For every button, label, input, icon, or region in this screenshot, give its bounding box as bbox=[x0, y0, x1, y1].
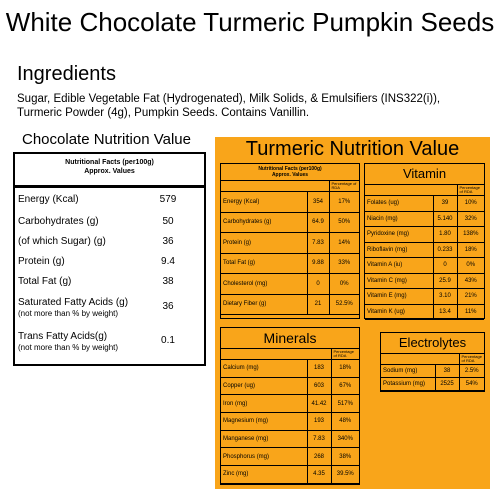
vitamin-row-pct: 43% bbox=[457, 273, 484, 289]
minerals-header-blank bbox=[221, 349, 307, 360]
turmeric-facts-row-label: Total Fat (g) bbox=[221, 253, 307, 274]
turmeric-facts-row-value: 354 bbox=[307, 192, 329, 213]
turmeric-facts-header-blank bbox=[221, 181, 307, 192]
minerals-table bbox=[220, 327, 360, 485]
chocolate-row-label-text: (of which Sugar) (g) bbox=[18, 236, 106, 247]
turmeric-facts-header-blank bbox=[307, 181, 329, 192]
chocolate-row-value: 36 bbox=[162, 301, 174, 312]
turmeric-facts-row-label: Protein (g) bbox=[221, 233, 307, 254]
vitamin-row-pct: 21% bbox=[457, 289, 484, 305]
chocolate-row-label bbox=[18, 216, 99, 228]
vitamin-row-value: 13.4 bbox=[433, 304, 457, 320]
electrolytes-title: Electrolytes bbox=[381, 333, 484, 354]
vitamin-row bbox=[365, 289, 484, 305]
chocolate-row-value: 9.4 bbox=[161, 256, 175, 267]
turmeric-facts-row-pct: 33% bbox=[329, 253, 359, 274]
turmeric-facts-row bbox=[221, 192, 359, 213]
minerals-title: Minerals bbox=[221, 328, 359, 349]
vitamin-row bbox=[365, 211, 484, 227]
chocolate-row-value: 36 bbox=[162, 236, 174, 247]
turmeric-facts-row-value: 9.88 bbox=[307, 253, 329, 274]
turmeric-facts-row bbox=[221, 233, 359, 254]
minerals-row-value: 41.42 bbox=[307, 395, 331, 413]
turmeric-facts-row-value: 7.83 bbox=[307, 233, 329, 254]
vitamin-row bbox=[365, 273, 484, 289]
vitamin-row-value: 3.10 bbox=[433, 289, 457, 305]
turmeric-facts-row-pct: 14% bbox=[329, 233, 359, 254]
chocolate-table-header-line1: Nutritional Facts (per100g) bbox=[65, 159, 154, 166]
turmeric-facts-row bbox=[221, 253, 359, 274]
minerals-pct-header: Percentage of RDA bbox=[331, 349, 359, 360]
turmeric-facts-row-value: 0 bbox=[307, 274, 329, 295]
chocolate-row-label-text: Saturated Fatty Acids (g) bbox=[18, 297, 129, 308]
minerals-row-value: 603 bbox=[307, 377, 331, 395]
vitamin-row bbox=[365, 242, 484, 258]
chocolate-row-label bbox=[18, 331, 118, 353]
chocolate-row-label bbox=[18, 194, 79, 206]
turmeric-facts-row-value: 64.9 bbox=[307, 212, 329, 233]
vitamin-table bbox=[364, 163, 485, 319]
minerals-row-pct: 39.5% bbox=[331, 466, 359, 484]
turmeric-facts-row-label: Carbohydrates (g) bbox=[221, 212, 307, 233]
minerals-row bbox=[221, 360, 359, 378]
minerals-header-blank bbox=[307, 349, 331, 360]
electrolytes-row-pct: 54% bbox=[459, 378, 484, 391]
minerals-row bbox=[221, 377, 359, 395]
minerals-row-label: Zinc (mg) bbox=[221, 466, 307, 484]
page-title: White Chocolate Turmeric Pumpkin Seeds bbox=[5, 7, 495, 37]
minerals-row bbox=[221, 430, 359, 448]
minerals-row-label: Copper (ug) bbox=[221, 377, 307, 395]
vitamin-row-label: Vitamin K (ug) bbox=[365, 304, 433, 320]
vitamin-row-value: 25.9 bbox=[433, 273, 457, 289]
turmeric-facts-row-pct: 50% bbox=[329, 212, 359, 233]
minerals-grid bbox=[221, 349, 359, 484]
vitamin-row-pct: 10% bbox=[457, 196, 484, 212]
electrolytes-row-pct: 2.5% bbox=[459, 365, 484, 378]
minerals-row-pct: 48% bbox=[331, 413, 359, 431]
electrolytes-pct-header: Percentage of RDA bbox=[459, 354, 484, 365]
turmeric-facts-row-label: Cholesterol (mg) bbox=[221, 274, 307, 295]
chocolate-table-header-line2: Approx. Values bbox=[84, 168, 135, 175]
chocolate-nutrition-heading: Chocolate Nutrition Value bbox=[22, 131, 191, 148]
chocolate-row-label bbox=[18, 256, 65, 268]
turmeric-facts-row bbox=[221, 212, 359, 233]
minerals-row-pct: 38% bbox=[331, 448, 359, 466]
chocolate-table-header bbox=[15, 154, 204, 188]
electrolytes-table bbox=[380, 332, 485, 392]
chocolate-row-label-text: Trans Fatty Acids(g) bbox=[18, 331, 108, 342]
vitamin-row-label: Riboflavin (mg) bbox=[365, 242, 433, 258]
minerals-row-value: 268 bbox=[307, 448, 331, 466]
chocolate-row-label bbox=[18, 276, 71, 288]
electrolytes-row-label: Potassium (mg) bbox=[381, 378, 435, 391]
vitamin-grid bbox=[365, 185, 484, 320]
vitamin-pct-header: Percentage of RDA bbox=[457, 185, 484, 196]
vitamin-row bbox=[365, 227, 484, 243]
turmeric-facts-row bbox=[221, 294, 359, 315]
vitamin-row-value: 0 bbox=[433, 258, 457, 274]
turmeric-facts-header-line2: Approx. Values bbox=[271, 172, 309, 178]
turmeric-facts-row-label: Dietary Fiber (g) bbox=[221, 294, 307, 315]
turmeric-facts-row-pct: 52.5% bbox=[329, 294, 359, 315]
vitamin-row-value: 39 bbox=[433, 196, 457, 212]
vitamin-row bbox=[365, 304, 484, 320]
turmeric-facts-header-line1: Nutritional Facts (per100g) bbox=[258, 166, 322, 172]
ingredients-heading: Ingredients bbox=[17, 63, 116, 85]
turmeric-facts-row-label: Energy (Kcal) bbox=[221, 192, 307, 213]
chocolate-row-sublabel: (not more than % by weight) bbox=[18, 309, 119, 318]
minerals-row-label: Calcium (mg) bbox=[221, 360, 307, 378]
minerals-row-value: 183 bbox=[307, 360, 331, 378]
vitamin-header-blank bbox=[365, 185, 433, 196]
electrolytes-header-blank bbox=[435, 354, 459, 365]
vitamin-row bbox=[365, 258, 484, 274]
chocolate-row-label bbox=[18, 236, 106, 248]
minerals-row bbox=[221, 466, 359, 484]
turmeric-facts-header-row bbox=[221, 181, 359, 192]
turmeric-facts-row-pct: 17% bbox=[329, 192, 359, 213]
electrolytes-header-row bbox=[381, 354, 484, 365]
chocolate-row-label-text: Protein (g) bbox=[18, 256, 65, 267]
minerals-row bbox=[221, 395, 359, 413]
electrolytes-grid bbox=[381, 354, 484, 391]
chocolate-row-value: 38 bbox=[162, 276, 174, 287]
vitamin-row-value: 5.140 bbox=[433, 211, 457, 227]
minerals-row-pct: 340% bbox=[331, 430, 359, 448]
turmeric-facts-table bbox=[220, 163, 360, 319]
turmeric-facts-row-pct: 0% bbox=[329, 274, 359, 295]
minerals-row bbox=[221, 413, 359, 431]
chocolate-nutrition-table bbox=[13, 152, 206, 366]
minerals-row-value: 7.83 bbox=[307, 430, 331, 448]
minerals-row-label: Magnesium (mg) bbox=[221, 413, 307, 431]
vitamin-header-row bbox=[365, 185, 484, 196]
vitamin-title: Vitamin bbox=[365, 164, 484, 185]
vitamin-row-label: Folates (ug) bbox=[365, 196, 433, 212]
electrolytes-row bbox=[381, 365, 484, 378]
vitamin-row-pct: 18% bbox=[457, 242, 484, 258]
turmeric-facts-header bbox=[221, 164, 359, 181]
minerals-row-label: Manganese (mg) bbox=[221, 430, 307, 448]
minerals-row bbox=[221, 448, 359, 466]
vitamin-row-value: 0.233 bbox=[433, 242, 457, 258]
electrolytes-row bbox=[381, 378, 484, 391]
chocolate-row-value: 579 bbox=[159, 194, 177, 205]
ingredients-text: Sugar, Edible Vegetable Fat (Hydrogenated), Milk Solids, & Emulsifiers (INS322(i)), Turmeric Powder (4g), Pumpkin Seeds. Contains Vanillin. bbox=[17, 93, 441, 119]
chocolate-row-label-text: Carbohydrates (g) bbox=[18, 216, 99, 227]
minerals-row-label: Iron (mg) bbox=[221, 395, 307, 413]
electrolytes-row-value: 38 bbox=[435, 365, 459, 378]
vitamin-row-pct: 32% bbox=[457, 211, 484, 227]
electrolytes-header-blank bbox=[381, 354, 435, 365]
turmeric-nutrition-heading: Turmeric Nutrition Value bbox=[245, 138, 460, 160]
vitamin-row-pct: 11% bbox=[457, 304, 484, 320]
vitamin-row bbox=[365, 196, 484, 212]
vitamin-row-label: Pyridoxine (mg) bbox=[365, 227, 433, 243]
minerals-row-value: 4.35 bbox=[307, 466, 331, 484]
vitamin-row-pct: 0% bbox=[457, 258, 484, 274]
electrolytes-row-value: 2525 bbox=[435, 378, 459, 391]
chocolate-row-sublabel: (not more than % by weight) bbox=[18, 343, 119, 352]
vitamin-header-blank bbox=[433, 185, 457, 196]
chocolate-row-label-text: Energy (Kcal) bbox=[18, 194, 79, 205]
chocolate-row-value: 50 bbox=[162, 216, 174, 227]
chocolate-row-label bbox=[18, 297, 128, 319]
turmeric-facts-row-value: 21 bbox=[307, 294, 329, 315]
turmeric-facts-pct-header: Percentage of RDA bbox=[329, 181, 359, 192]
minerals-header-row bbox=[221, 349, 359, 360]
vitamin-row-label: Vitamin A (iu) bbox=[365, 258, 433, 274]
minerals-row-pct: 67% bbox=[331, 377, 359, 395]
turmeric-nutrition-panel bbox=[215, 137, 490, 489]
vitamin-row-label: Niacin (mg) bbox=[365, 211, 433, 227]
turmeric-facts-grid bbox=[221, 181, 359, 315]
electrolytes-row-label: Sodium (mg) bbox=[381, 365, 435, 378]
chocolate-row-value: 0.1 bbox=[161, 335, 175, 346]
minerals-row-value: 193 bbox=[307, 413, 331, 431]
vitamin-row-label: Vitamin C (mg) bbox=[365, 273, 433, 289]
minerals-row-pct: 18% bbox=[331, 360, 359, 378]
chocolate-row-label-text: Total Fat (g) bbox=[18, 276, 72, 287]
vitamin-row-value: 1.80 bbox=[433, 227, 457, 243]
minerals-row-pct: 517% bbox=[331, 395, 359, 413]
vitamin-row-pct: 138% bbox=[457, 227, 484, 243]
turmeric-facts-row bbox=[221, 274, 359, 295]
minerals-row-label: Phosphorus (mg) bbox=[221, 448, 307, 466]
vitamin-row-label: Vitamin E (mg) bbox=[365, 289, 433, 305]
